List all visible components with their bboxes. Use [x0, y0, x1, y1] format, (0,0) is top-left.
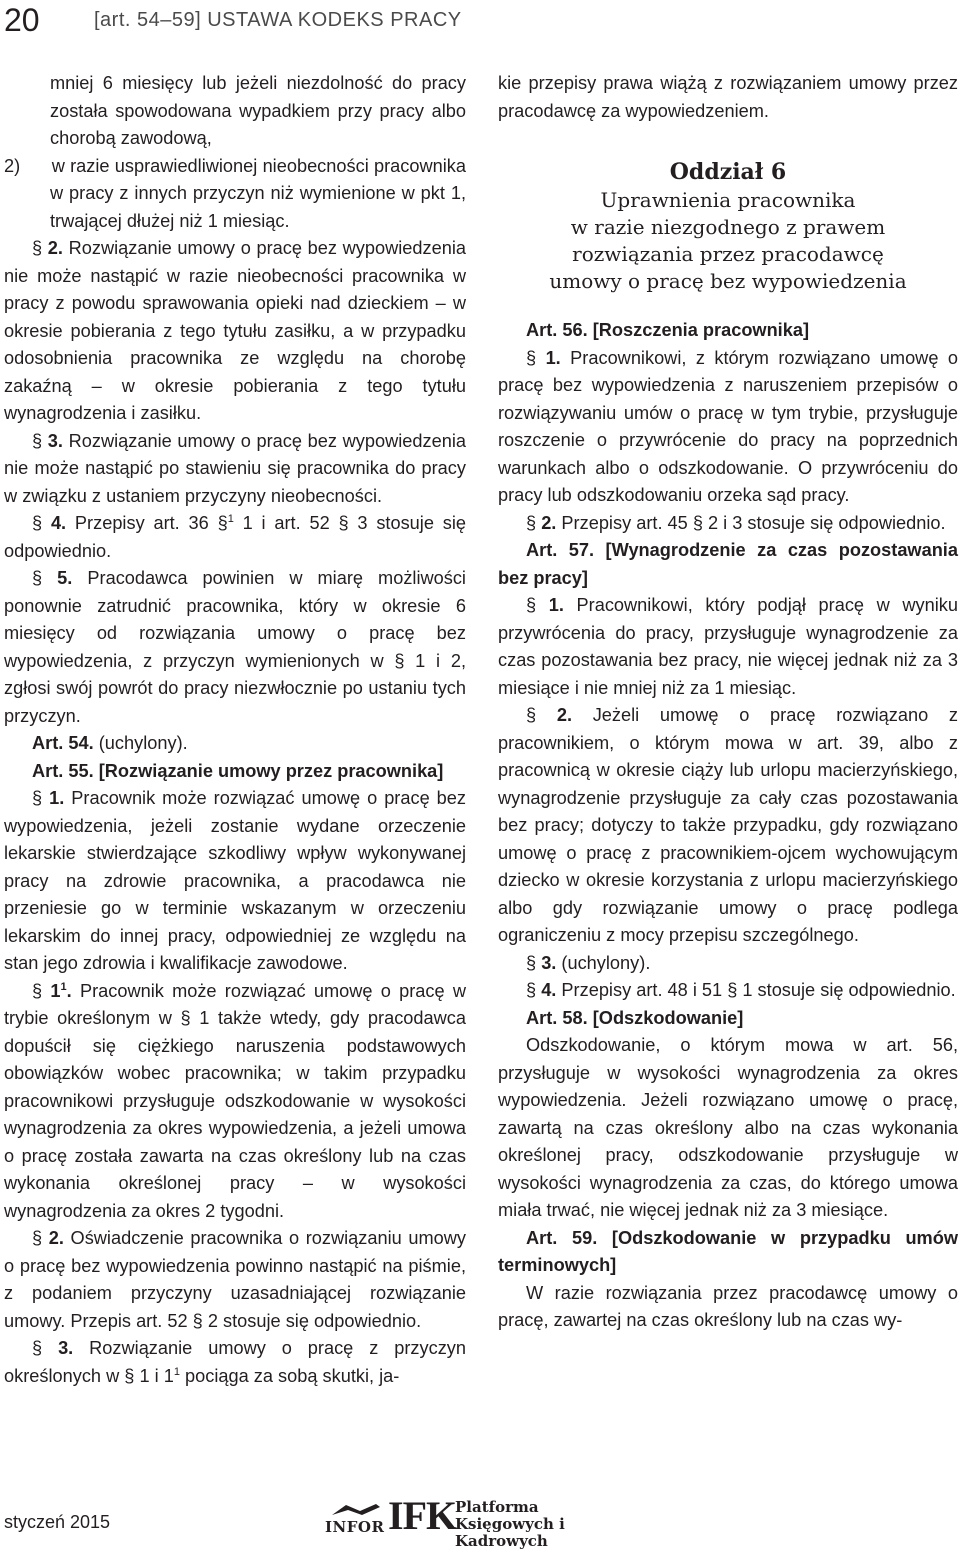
section-text: (uchylony). — [561, 952, 651, 973]
section-text: Przepisy art. 36 § — [74, 513, 228, 533]
section-number: 3. — [47, 430, 63, 451]
running-head: [art. 54–59] USTAWA KODEKS PRACY — [94, 9, 462, 31]
section-text: Oświadczenie pracownika o rozwiązaniu umowy o pracę bez wypowiedzenia powinno nastąpić na piśmie, z podaniem przyczyny uzasadniającej rozwiązanie umowy. Przepis art. 52 § 2 stosuje się odpowiednio. — [4, 1228, 466, 1331]
division-heading — [498, 157, 958, 295]
section-paragraph — [4, 565, 466, 730]
section-sign: § — [32, 430, 43, 451]
logo-subtitle-line: Księgowych i Kadrowych — [455, 1515, 565, 1550]
article-title: [Rozwiązanie umowy przez pracownika] — [98, 760, 444, 781]
section-paragraph — [4, 978, 466, 1226]
section-text: Pracownikowi, który podjął pracę w wyniku przywrócenia do pracy, przysługuje wynagrodzenie za czas pozostawania bez pracy, nie więcej jednak niż za 3 miesiące i nie mniej niż za 1 miesiąc. — [498, 595, 958, 698]
paragraph: mniej 6 miesięcy lub jeżeli niezdolność do pracy została spowodowana wypadkiem przy pracy albo chorobą zawodową, — [50, 73, 466, 148]
section-sign: § — [526, 595, 537, 615]
article-title: [Odszkodowanie] — [592, 1007, 744, 1028]
section-sign: § — [32, 1338, 43, 1358]
article-heading — [498, 317, 958, 345]
section-sign: § — [32, 513, 43, 533]
section-paragraph — [498, 510, 958, 538]
section-number: 5. — [57, 568, 73, 588]
section-number: 4. — [50, 513, 67, 533]
section-text: Pracownikowi, z którym rozwiązano umowę o pracę bez wypowiedzenia z naruszeniem przepisów o rozwiązywaniu umów o pracę w tym trybie, przysługuje roszczenie o przywrócenie do pracy na poprzednich warunkach albo o odszkodowanie. O przywróceniu do pracy lub odszkodowaniu orzeka sąd pracy. — [498, 347, 958, 505]
section-number: 2. — [48, 1228, 64, 1248]
logo-subtitle-line: Platforma — [455, 1498, 539, 1516]
section-number: 2. — [47, 238, 63, 258]
division-title-line: rozwiązania przez pracodawcę — [572, 242, 884, 266]
section-number: 1 — [50, 980, 61, 1001]
section-sign: § — [32, 788, 43, 808]
article-paragraph: Odszkodowanie, o którym mowa w art. 56, przysługuje w wysokości wynagrodzenia za okres wypowiedzenia. Jeżeli rozwiązano umowę o pracę, zawartą na czas określony albo na czas wykonania określonej pracy, odszkodowanie przysługuje w wysokości wynagrodzenia za czas, do którego umowa miała trwać, nie więcej jednak niż za 3 miesiące. — [498, 1035, 958, 1220]
paragraph: kie przepisy prawa wiążą z rozwiązaniem umowy przez pracodawcę za wypowiedzeniem. — [498, 73, 958, 121]
publisher-logo — [325, 1493, 655, 1550]
section-text: Pracownik może rozwiązać umowę o pracę bez wypowiedzenia, jeżeli zostanie wydane orzeczenie lekarskie stwierdzające szkodliwy wpływ wykonywanej pracy na zdrowie pracownika, a pracodawca nie przeniesie go w terminie wskazanym w orzeczeniu lekarskim do innej pracy, odpowiedniej ze względu na stan jego zdrowia i kwalifikacje zawodowe. — [4, 788, 466, 973]
division-title-line: w razie niezgodnego z prawem — [570, 215, 886, 239]
article-title: [Odszkodowanie w przypadku umów terminowych] — [498, 1227, 958, 1275]
section-paragraph — [4, 428, 466, 511]
article-label: Art. 59. — [526, 1227, 598, 1248]
section-paragraph — [4, 510, 466, 565]
superscript: 1 — [173, 1365, 180, 1378]
section-paragraph — [4, 1335, 466, 1390]
section-number: 3. — [58, 1338, 74, 1358]
section-paragraph — [498, 592, 958, 702]
logo-ifk-text: IFK — [388, 1493, 457, 1538]
infor-wings-icon — [330, 1503, 382, 1517]
division-title-line: umowy o pracę bez wypowiedzenia — [549, 269, 907, 293]
section-text: Rozwiązanie umowy o pracę bez wypowiedzenia nie może nastąpić w razie nieobecności pracownika w pracy z powodu sprawowania opieki nad dzieckiem – w okresie pobierania z tego tytułu zasiłku, a w przypadku odosobnienia pracownika ze względu na chorobę zakaźną – w okresie pobierania z tego tytułu wynagrodzenia i zasiłku. — [4, 238, 466, 423]
section-number: 1. — [548, 595, 564, 615]
logo-subtitle — [455, 1499, 655, 1550]
section-text: Jeżeli umowę o pracę rozwiązano z pracownikiem, o którym mowa w art. 39, albo z pracownicą w okresie ciąży lub urlopu macierzyńskiego, wynagrodzenie przysługuje za cały czas pozostawania bez pracy; dotyczy to także przypadku, gdy rozwiązano umowę o pracę z pracownikiem-ojcem wychowującym dziecko w okresie korzystania z urlopu macierzyńskiego albo gdy rozwiązanie umowy o pracę podlega ograniczeniu z mocy przepisu szczególnego. — [498, 705, 958, 945]
section-text: Pracownik może rozwiązać umowę o pracę w trybie określonym w § 1 także wtedy, gdy pracodawca dopuścił się ciężkiego naruszenia podstawowych obowiązków wobec pracownika; w takim przypadku pracownikowi przysługuje odszkodowanie w wysokości wynagrodzenia za okres wypowiedzenia, a jeżeli umowa o pracę została zawarta na czas określony lub na czas wykonania określonej pracy – w wysokości wynagrodzenia za okres 2 tygodni. — [4, 980, 466, 1221]
section-sign: § — [526, 980, 537, 1000]
right-column — [498, 70, 958, 1335]
superscript: 1 — [60, 980, 67, 993]
section-number-dot: . — [66, 980, 72, 1001]
item-text: w razie usprawiedliwionej nieobecności pracownika w pracy z innych przyczyn niż wymienione w pkt 1, trwającej dłużej niż 1 miesiąc. — [50, 155, 466, 231]
article-heading — [498, 1005, 958, 1033]
article-label: Art. 54. — [32, 733, 94, 753]
section-text: Pracodawca powinien w miarę możliwości ponownie zatrudnić pracownika, który w okresie 6 miesięcy od rozwiązania umowy o pracę bez wypowiedzenia, z przyczyn wymienionych w § 1 i 2, zgłosi swój powrót do pracy niezwłocznie po ustaniu tych przyczyn. — [4, 568, 466, 726]
article-paragraph: W razie rozwiązania przez pracodawcę umowy o pracę, zawartej na czas określony lub na czas wy- — [498, 1282, 958, 1330]
section-number: 2. — [556, 705, 572, 725]
section-number: 1. — [49, 788, 65, 808]
footer-date: styczeń 2015 — [4, 1512, 111, 1532]
section-sign: § — [526, 512, 537, 533]
section-number: 1. — [545, 347, 561, 368]
section-sign: § — [526, 347, 537, 368]
article-text: (uchylony). — [98, 733, 188, 753]
article-label: Art. 57. — [526, 540, 595, 560]
section-paragraph — [498, 345, 958, 510]
left-column — [4, 70, 466, 1390]
section-text: Przepisy art. 48 i 51 § 1 stosuje się odpowiednio. — [561, 980, 956, 1000]
section-text: 1 i art. 52 § 3 stosuje się odpowiednio. — [4, 513, 466, 561]
section-text: Rozwiązanie umowy o pracę z przyczyn określonych w § 1 i 1 — [4, 1338, 466, 1386]
section-sign: § — [32, 1228, 43, 1248]
article-heading — [498, 1225, 958, 1280]
article-heading — [498, 537, 958, 592]
section-text: pociąga za sobą skutki, ja- — [185, 1365, 400, 1386]
article-title: [Roszczenia pracownika] — [592, 320, 810, 340]
section-sign: § — [32, 980, 43, 1001]
section-number: 2. — [541, 512, 557, 533]
section-paragraph — [498, 950, 958, 978]
article-label: Art. 55. — [32, 760, 94, 781]
section-paragraph — [498, 977, 958, 1005]
section-sign: § — [32, 238, 43, 258]
section-text: Przepisy art. 45 § 2 i 3 stosuje się odpowiednio. — [561, 512, 946, 533]
list-item — [4, 153, 466, 236]
article-title: [Wynagrodzenie za czas pozostawania bez pracy] — [498, 540, 958, 588]
article-label: Art. 56. — [526, 320, 588, 340]
page-header — [0, 0, 960, 38]
superscript: 1 — [227, 512, 234, 525]
page-footer — [0, 1490, 960, 1550]
article-label: Art. 58. — [526, 1007, 588, 1028]
page-number: 20 — [4, 2, 40, 38]
division-title-line: Uprawnienia pracownika — [600, 188, 856, 212]
section-number: 3. — [541, 952, 557, 973]
section-sign: § — [526, 952, 537, 973]
division-label: Oddział 6 — [669, 159, 787, 185]
section-paragraph — [4, 235, 466, 428]
item-number: 2) — [4, 155, 21, 176]
section-sign: § — [526, 705, 537, 725]
section-number: 4. — [541, 980, 557, 1000]
section-text: Rozwiązanie umowy o pracę bez wypowiedzenia nie może nastąpić po stawieniu się pracownika do pracy w związku z ustaniem przyczyny nieobecności. — [4, 430, 466, 506]
section-sign: § — [32, 568, 43, 588]
article-heading — [4, 758, 466, 786]
section-paragraph — [4, 1225, 466, 1335]
logo-infor-text: INFOR — [325, 1518, 385, 1536]
section-paragraph — [4, 785, 466, 978]
section-paragraph — [498, 702, 958, 950]
article-paragraph — [4, 730, 466, 758]
